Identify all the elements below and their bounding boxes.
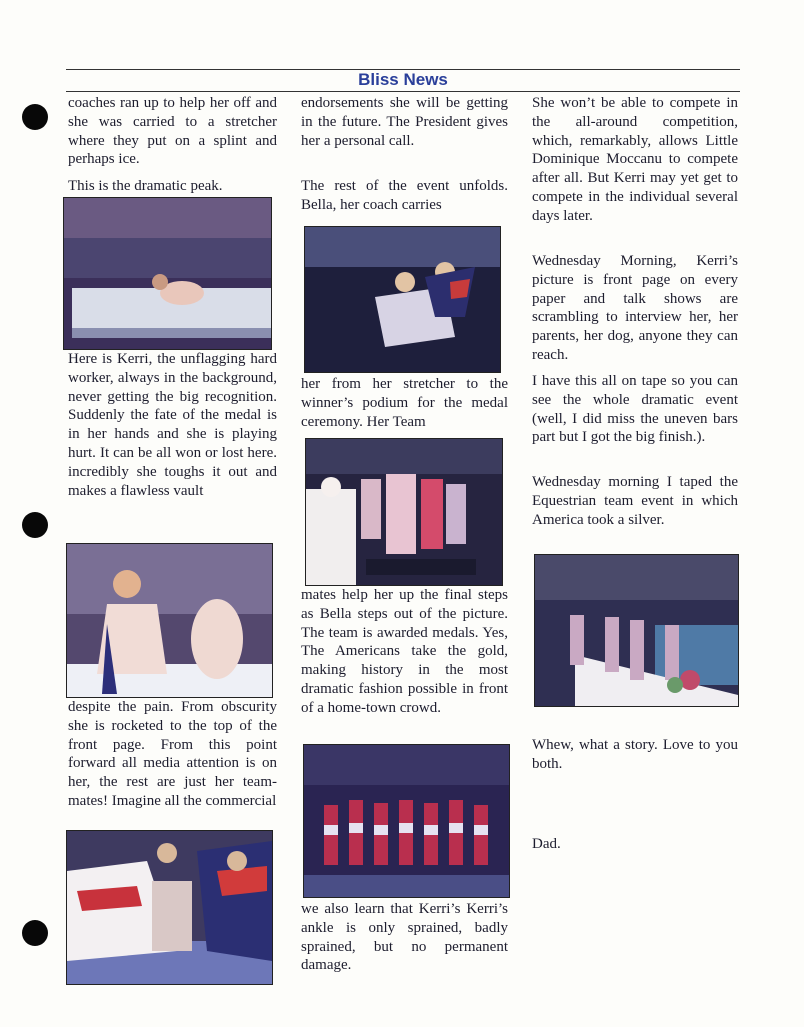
col1-paragraph-2: This is the dramatic peak. <box>68 178 223 194</box>
col2-paragraph-3: her from her stretcher to the winner’s podium for the medal ceremony. Her Team <box>301 376 508 430</box>
col3-paragraph-1: She won’t be able to compete in the all-around competition, which, remarkably, allows Little Dominique Moccanu to compete after all. But Kerri may yet get to compete in the individual several days later. <box>532 95 738 224</box>
col2-paragraph-4: mates help her up the final steps as Bella steps out of the picture. The team is awarded medals. Yes, The Americans take the gold, making history in the most dramatic fashion possible in front of a home-town crowd. <box>301 587 508 716</box>
col3-paragraph-2: Wednesday Morning, Kerri’s picture is front page on every paper and talk shows are scrambling to interview her, her parents, her dog, anyone they can reach. <box>532 253 738 363</box>
col1-paragraph-4: despite the pain. From obscurity she is rocketed to the top of the front page. From this point forward all media attention is on her, the rest are just her team-mates! Imagine all the commercial <box>68 699 277 809</box>
photo-kerri-crawling-on-mat <box>63 197 272 350</box>
signature: Dad. <box>532 836 561 852</box>
binder-hole-bottom <box>22 920 48 946</box>
photo-kerri-landing-vault <box>66 543 273 698</box>
photo-coach-carrying-kerri <box>66 830 273 985</box>
col3-paragraph-5: Whew, what a story. Love to you both. <box>532 737 738 772</box>
col2-paragraph-2: The rest of the event unfolds. Bella, her coach carries <box>301 178 508 213</box>
col2-paragraph-5: we also learn that Kerri’s Kerri’s ankle is only sprained, badly sprained, but no permanent damage. <box>301 901 508 974</box>
newsletter-title: Bliss News <box>358 70 448 89</box>
binder-hole-middle <box>22 512 48 538</box>
photo-bella-carrying-kerri <box>304 226 501 373</box>
col3-paragraph-3: I have this all on tape so you can see the whole dramatic event (well, I did miss the uneven bars part but I got the big finish.). <box>532 373 738 446</box>
photo-teammates-on-podium <box>305 438 503 586</box>
photo-team-on-medal-stand <box>303 744 510 898</box>
photo-team-with-flowers <box>534 554 739 707</box>
col2-paragraph-1: endorsements she will be getting in the future. The President gives her a personal call. <box>301 95 508 149</box>
col1-paragraph-1: coaches ran up to help her off and she was carried to a stretcher where they put on a splint and perhaps ice. <box>68 95 277 168</box>
col3-paragraph-4: Wednesday morning I taped the Equestrian team event in which America took a silver. <box>532 474 738 528</box>
col1-paragraph-3: Here is Kerri, the unflagging hard worker, always in the background, never getting the big recognition. Suddenly the fate of the medal is in her hands and she is playing hurt. It can be all won or lost here. incredibly she toughs it out and makes a flawless vault <box>68 351 277 499</box>
binder-hole-top <box>22 104 48 130</box>
header-rule-bottom <box>66 91 740 92</box>
